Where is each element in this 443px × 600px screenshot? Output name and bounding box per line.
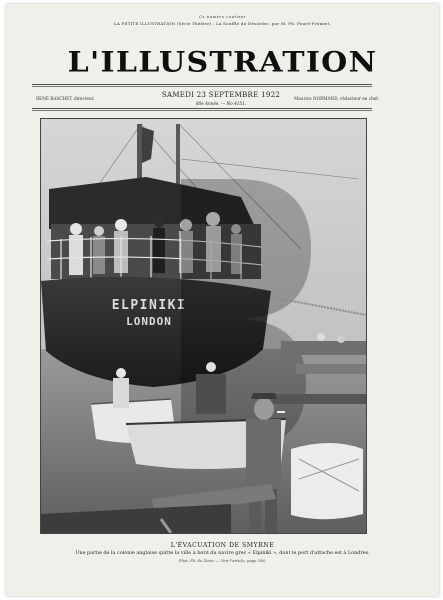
supplement-intro: Ce numéro contient xyxy=(199,15,246,19)
magazine-cover-page xyxy=(6,4,439,596)
editor-credit: Maurice NORMAND, rédacteur en chef. xyxy=(294,96,380,101)
issue-date: SAMEDI 23 SEPTEMBRE 1922 xyxy=(161,91,281,99)
masthead-title: L'ILLUSTRATION xyxy=(67,46,378,79)
photo-credit: Phot. Ph. de Zorio. — Voir l'article, page 296. xyxy=(178,558,267,563)
hull-name-text: ELPINIKI xyxy=(111,298,187,313)
issue-rule-bottom xyxy=(32,108,372,109)
cover-photograph xyxy=(40,118,367,534)
hull-port-text: LONDON xyxy=(126,315,172,328)
issue-rule-bottom-thin xyxy=(32,110,372,111)
caption-text: Une partie de la colonie anglaise quitte la ville à bord du navire grec « Elpiniki », dont le port d'attache est à Londres. xyxy=(75,550,370,556)
issue-number: 80e Année. — No 4151. xyxy=(195,101,247,106)
luggage-bundles xyxy=(291,443,363,519)
masthead-rule-top xyxy=(32,84,372,85)
supplement-notice: LA PETITE ILLUSTRATION (Série Théâtre) : La Souffle du Désordre, par M. Ph. Fauré-Frémiet. xyxy=(113,21,332,26)
director-credit: RENÉ BASCHET, directeur. xyxy=(36,96,95,101)
caption-title: L'ÉVACUATION DE SMYRNE xyxy=(170,542,275,549)
masthead-rule-top-thin xyxy=(32,86,372,87)
